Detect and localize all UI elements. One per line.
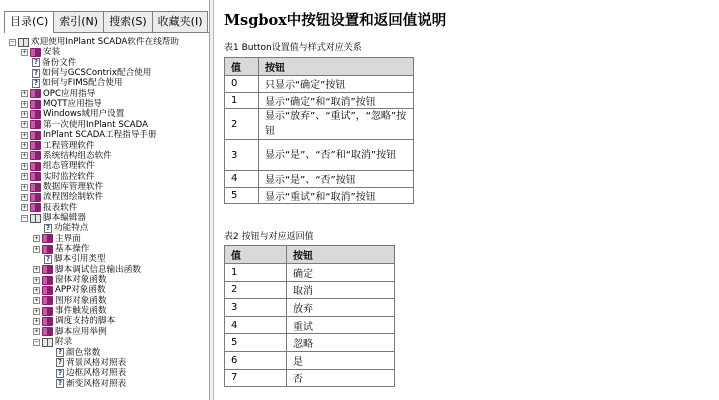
tree-item[interactable] — [21, 203, 77, 213]
expand-icon[interactable]: + — [34, 234, 39, 243]
closed-book-icon — [30, 183, 41, 192]
table-header-row — [225, 58, 414, 76]
closed-book-icon — [30, 120, 41, 129]
tree-item[interactable] — [45, 368, 126, 378]
closed-book-icon — [30, 131, 41, 140]
collapse-icon[interactable]: − — [22, 213, 27, 222]
topic-content — [220, 0, 719, 400]
button-cell: 否 — [287, 369, 395, 387]
tree-item[interactable] — [45, 358, 126, 368]
tree-item-label: 脚本调试信息输出函数 — [55, 264, 141, 275]
tree-item-label: 图形对象函数 — [55, 295, 107, 306]
closed-book-icon — [30, 151, 41, 160]
help-page-icon — [56, 379, 64, 388]
help-page-icon — [56, 348, 64, 357]
column-header-button: 按钮 — [287, 246, 395, 264]
tree-item-label: 工程管理软件 — [43, 140, 95, 151]
tree-item-label: Windows域用户设置 — [43, 109, 125, 120]
table-row — [225, 316, 395, 334]
tree-item-label: 数据库管理软件 — [43, 181, 104, 192]
value-cell: 4 — [225, 316, 287, 334]
help-page-icon — [56, 369, 64, 378]
tree-item[interactable] — [45, 348, 100, 358]
expand-icon[interactable]: + — [22, 192, 27, 201]
expand-icon[interactable]: + — [34, 244, 39, 253]
tree-item-label: OPC应用指导 — [43, 88, 96, 99]
closed-book-icon — [42, 276, 53, 285]
tree-item-label: 实时监控软件 — [43, 171, 95, 182]
tree-item-label: 流程图绘制软件 — [43, 192, 104, 203]
tab-favorites[interactable]: 收藏夹(I) — [152, 11, 209, 32]
help-page-icon — [44, 224, 52, 233]
expand-icon[interactable]: + — [34, 296, 39, 305]
table-row — [225, 299, 395, 317]
tree-item[interactable] — [33, 316, 115, 326]
table-row — [225, 109, 414, 140]
column-header-button: 按钮 — [259, 58, 414, 76]
help-page-icon — [32, 58, 40, 67]
tree-item[interactable] — [21, 109, 124, 119]
closed-book-icon — [30, 203, 41, 212]
tree-item[interactable] — [21, 47, 60, 57]
tree-item[interactable] — [33, 306, 107, 316]
help-page-icon — [56, 358, 64, 367]
tab-index[interactable]: 索引(N) — [53, 11, 104, 32]
tree-item-label: 颜色常数 — [66, 347, 101, 358]
closed-book-icon — [30, 172, 41, 181]
closed-book-icon — [42, 245, 53, 254]
tree-item[interactable] — [33, 327, 107, 337]
table1-caption: 表1 Button设置值与样式对应关系 — [224, 43, 362, 53]
value-cell: 3 — [225, 140, 259, 171]
table2-caption: 表2 按钮与对应返回值 — [224, 232, 314, 242]
expand-icon[interactable]: + — [22, 182, 27, 191]
expand-icon[interactable]: + — [34, 275, 39, 284]
tree-item[interactable] — [33, 223, 88, 233]
tree-item-label: 脚本应用举例 — [55, 326, 107, 337]
tree-item-label: MQTT应用指导 — [43, 99, 102, 110]
tree-item-label: 主界面 — [55, 233, 81, 244]
tree-item[interactable] — [9, 37, 179, 47]
open-book-icon — [30, 214, 41, 223]
column-header-value: 值 — [225, 58, 259, 76]
tree-item[interactable] — [21, 89, 95, 99]
expand-icon[interactable]: + — [22, 47, 27, 56]
expand-icon[interactable]: + — [22, 120, 27, 129]
value-cell: 6 — [225, 351, 287, 369]
expand-icon[interactable]: + — [34, 317, 39, 326]
tree-item[interactable] — [33, 265, 141, 275]
tree-item[interactable] — [21, 192, 103, 202]
navigation-pane — [0, 0, 210, 400]
closed-book-icon — [30, 141, 41, 150]
tree-item-label: 功能特点 — [54, 223, 89, 234]
value-cell: 1 — [225, 92, 259, 109]
closed-book-icon — [30, 48, 41, 57]
value-cell: 7 — [225, 369, 287, 387]
button-cell: 确定 — [287, 264, 395, 282]
tree-item[interactable] — [21, 78, 123, 88]
tree-item[interactable] — [21, 68, 151, 78]
tree-item[interactable] — [21, 99, 102, 109]
value-cell: 5 — [225, 334, 287, 352]
tree-item[interactable] — [33, 254, 106, 264]
tree-item[interactable] — [33, 275, 107, 285]
tree-item-label: 备份文件 — [42, 57, 77, 68]
tree-item[interactable] — [21, 120, 148, 130]
tree-item-label: 边框风格对照表 — [66, 368, 127, 379]
table-row — [225, 76, 414, 93]
tree-item[interactable] — [21, 151, 112, 161]
tree-item[interactable] — [21, 182, 103, 192]
button-cell: 忽略 — [287, 334, 395, 352]
tab-contents[interactable]: 目录(C) — [4, 11, 54, 33]
button-cell: 是 — [287, 351, 395, 369]
page-title: Msgbox中按钮设置和返回值说明 — [224, 12, 447, 29]
expand-icon[interactable]: + — [22, 172, 27, 181]
closed-book-icon — [42, 327, 53, 336]
table-row — [225, 264, 395, 282]
expand-icon[interactable]: + — [34, 306, 39, 315]
table-row — [225, 334, 395, 352]
table-row — [225, 187, 414, 204]
expand-icon[interactable]: + — [34, 327, 39, 336]
closed-book-icon — [42, 307, 53, 316]
tree-item-label: 安装 — [43, 47, 61, 58]
closed-book-icon — [30, 110, 41, 119]
tree-item[interactable] — [33, 337, 72, 347]
return-value-table — [224, 245, 395, 387]
tree-item-label: 事件触发函数 — [55, 306, 107, 317]
expand-icon[interactable]: + — [22, 203, 27, 212]
closed-book-icon — [30, 193, 41, 202]
open-book-icon — [42, 338, 53, 347]
expand-icon[interactable]: + — [22, 110, 27, 119]
tree-item-label: 系统结构组态软件 — [43, 150, 112, 161]
value-cell: 0 — [225, 76, 259, 93]
tree-item-label: 基本操作 — [55, 244, 90, 254]
nav-tabs — [4, 11, 207, 32]
tree-item-label: 如何与GCSContrix配合使用 — [42, 68, 152, 79]
button-cell: 只显示“确定”按钮 — [259, 76, 414, 93]
button-cell: 显示“放弃”、“重试”，“忽略”按钮 — [259, 109, 414, 140]
button-cell: 显示“确定”和“取消”按钮 — [259, 92, 414, 109]
button-cell: 显示“是”、“否”和“取消”按钮 — [259, 140, 414, 171]
table-row — [225, 92, 414, 109]
tree-item[interactable] — [21, 213, 86, 223]
tree-item-label: InPlant SCADA工程指导手册 — [43, 130, 157, 141]
tree-item-label: 如何与FIMS配合使用 — [42, 78, 123, 89]
tab-search[interactable]: 搜索(S) — [103, 11, 153, 32]
table-row — [225, 140, 414, 171]
closed-book-icon — [42, 234, 53, 243]
value-cell: 1 — [225, 264, 287, 282]
pane-splitter[interactable] — [210, 0, 214, 400]
column-header-value: 值 — [225, 246, 287, 264]
expand-icon[interactable]: + — [22, 141, 27, 150]
tree-item-label: 调度支持的脚本 — [55, 316, 116, 327]
button-cell: 取消 — [287, 281, 395, 299]
tree-item[interactable] — [21, 161, 95, 171]
expand-icon[interactable]: + — [22, 130, 27, 139]
closed-book-icon — [30, 162, 41, 171]
expand-icon[interactable]: + — [34, 286, 39, 295]
tree-item-label: 脚本引用类型 — [54, 254, 106, 265]
help-page-icon — [32, 69, 40, 78]
tree-item-label: 脚本编辑器 — [43, 212, 86, 223]
value-cell: 5 — [225, 187, 259, 204]
open-book-icon — [18, 38, 29, 47]
button-cell: 放弃 — [287, 299, 395, 317]
tree-item-label: 窗体对象函数 — [55, 275, 107, 286]
tree-item[interactable] — [21, 130, 157, 140]
closed-book-icon — [30, 100, 41, 109]
tree-item[interactable] — [33, 234, 81, 244]
button-style-table — [224, 57, 414, 204]
value-cell: 4 — [225, 171, 259, 188]
collapse-icon[interactable]: − — [34, 337, 39, 346]
tree-item-label: 欢迎使用InPlant SCADA软件在线帮助 — [31, 37, 179, 47]
closed-book-icon — [42, 286, 53, 295]
expand-icon[interactable]: + — [22, 151, 27, 160]
value-cell: 2 — [225, 109, 259, 140]
tree-item-label: 渐变风格对照表 — [66, 378, 127, 389]
value-cell: 3 — [225, 299, 287, 317]
tree-item[interactable] — [33, 296, 107, 306]
table-row — [225, 369, 395, 387]
help-page-icon — [32, 79, 40, 88]
tree-item-label: 背景风格对照表 — [66, 357, 127, 368]
tree-item[interactable] — [21, 172, 95, 182]
tree-item[interactable] — [45, 379, 126, 389]
tree-item[interactable] — [21, 58, 76, 68]
button-cell: 显示“重试”和“取消”按钮 — [259, 187, 414, 204]
expand-icon[interactable]: + — [22, 161, 27, 170]
table-row — [225, 171, 414, 188]
value-cell: 2 — [225, 281, 287, 299]
expand-icon[interactable]: + — [22, 99, 27, 108]
tree-item-label: 附录 — [55, 337, 73, 348]
button-cell: 重试 — [287, 316, 395, 334]
closed-book-icon — [42, 296, 53, 305]
expand-icon[interactable]: + — [34, 265, 39, 274]
closed-book-icon — [42, 317, 53, 326]
table-row — [225, 351, 395, 369]
tree-item[interactable] — [21, 141, 95, 151]
button-cell: 显示“是”、“否”按钮 — [259, 171, 414, 188]
collapse-icon[interactable]: − — [10, 37, 15, 46]
tree-item-label: 第一次使用InPlant SCADA — [43, 119, 149, 130]
contents-tree — [0, 37, 209, 400]
expand-icon[interactable]: + — [22, 89, 27, 98]
help-page-icon — [44, 255, 52, 264]
closed-book-icon — [30, 89, 41, 98]
tree-item-label: APP对象函数 — [55, 285, 106, 296]
tree-item-label: 组态管理软件 — [43, 161, 95, 172]
tree-item[interactable] — [33, 244, 89, 254]
table-row — [225, 281, 395, 299]
table-header-row — [225, 246, 395, 264]
tree-item[interactable] — [33, 285, 106, 295]
closed-book-icon — [42, 265, 53, 274]
tree-item-label: 报表软件 — [43, 202, 78, 213]
